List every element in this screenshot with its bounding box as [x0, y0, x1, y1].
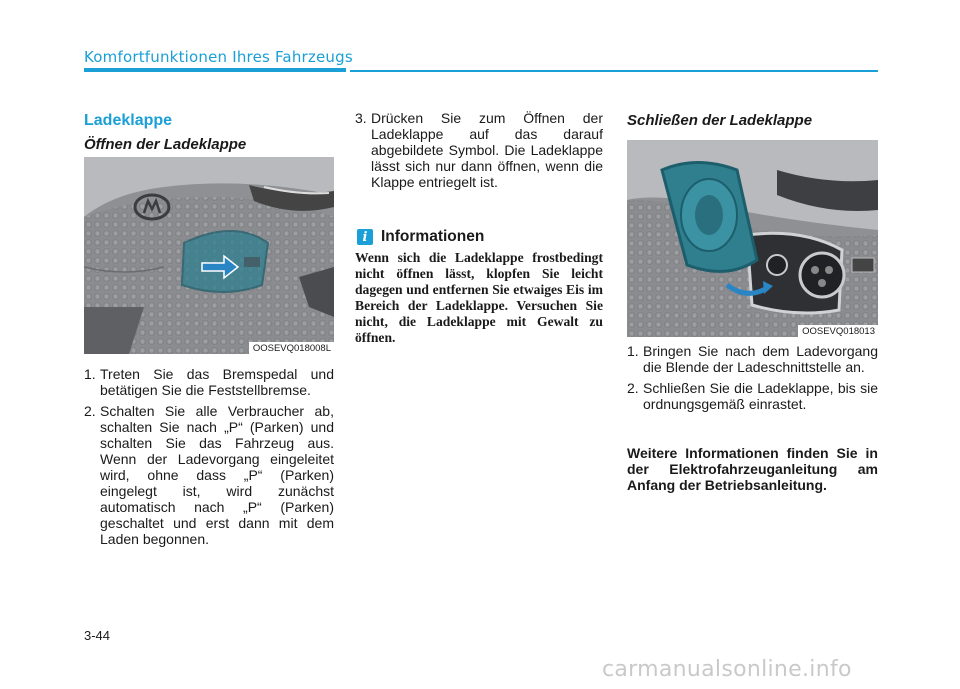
watermark: carmanualsonline.info — [602, 657, 852, 682]
close-heading: Schließen der Ladeklappe — [627, 112, 813, 129]
step-text: Schließen Sie die Ladeklappe, bis sie ordnungsgemäß einrastet. — [643, 380, 878, 412]
page-number: 3-44 — [84, 628, 111, 643]
step-text: Drücken Sie zum Öffnen der Ladeklappe auf das darauf abgebildete Symbol. Die Ladeklappe lässt sich nur dann öffnen, wenn die Klappe entriegelt ist. — [371, 110, 603, 190]
section-title: Ladeklappe — [84, 112, 173, 129]
close-steps-list — [627, 343, 878, 417]
open-steps-list — [84, 366, 334, 552]
list-item — [355, 110, 603, 190]
step-text: Schalten Sie alle Verbraucher ab, schalten Sie nach „P“ (Parken) und schalten Sie das Fahrzeug aus. Wenn der Ladevorgang eingeleitet wird, ohne dass „P“ (Parken) eingelegt ist, wird zunächst automatisch nach „P“ (Parken) geschaltet und erst dann mit dem Laden begonnen. — [100, 403, 334, 547]
chapter-title: Komfortfunktionen Ihres Fahrzeugs — [84, 48, 353, 66]
info-body: Wenn sich die Ladeklappe frostbedingt nicht öffnen lässt, klopfen Sie leicht dagegen und entfernen Sie etwaiges Eis im Bereich der Ladeklappe. Versuchen Sie nicht, die Ladeklappe mit Gewalt zu öffnen. — [355, 250, 603, 345]
open-heading: Öffnen der Ladeklappe — [84, 136, 247, 153]
header-rule-thick — [84, 68, 346, 72]
step-text: Treten Sie das Bremspedal und betätigen Sie die Feststellbremse. — [100, 366, 334, 398]
header-rule-thin — [350, 70, 878, 72]
more-info-note: Weitere Informationen finden Sie in der Elektrofahrzeuganleitung am Anfang der Betriebsanleitung. — [627, 445, 878, 493]
figure-code: OOSEVQ018008L — [249, 342, 334, 354]
car-front-illustration — [84, 157, 334, 354]
info-heading — [357, 228, 484, 246]
figure-code: OOSEVQ018013 — [798, 325, 878, 337]
step-number: 2. — [627, 380, 639, 396]
step-number: 2. — [84, 403, 96, 419]
info-title: Informationen — [381, 228, 485, 245]
step-number: 1. — [84, 366, 96, 382]
figure-open-flap — [84, 157, 334, 354]
charge-port-illustration — [627, 140, 878, 337]
list-item — [84, 403, 334, 547]
figure-close-flap — [627, 140, 878, 337]
list-item — [627, 343, 878, 375]
list-item — [627, 380, 878, 412]
list-item — [84, 366, 334, 398]
step-number: 3. — [355, 110, 367, 126]
step-text: Bringen Sie nach dem Ladevorgang die Blende der Ladeschnittstelle an. — [643, 343, 878, 375]
open-steps-list-continued — [355, 110, 603, 195]
step-number: 1. — [627, 343, 639, 359]
info-icon: i — [357, 229, 373, 245]
